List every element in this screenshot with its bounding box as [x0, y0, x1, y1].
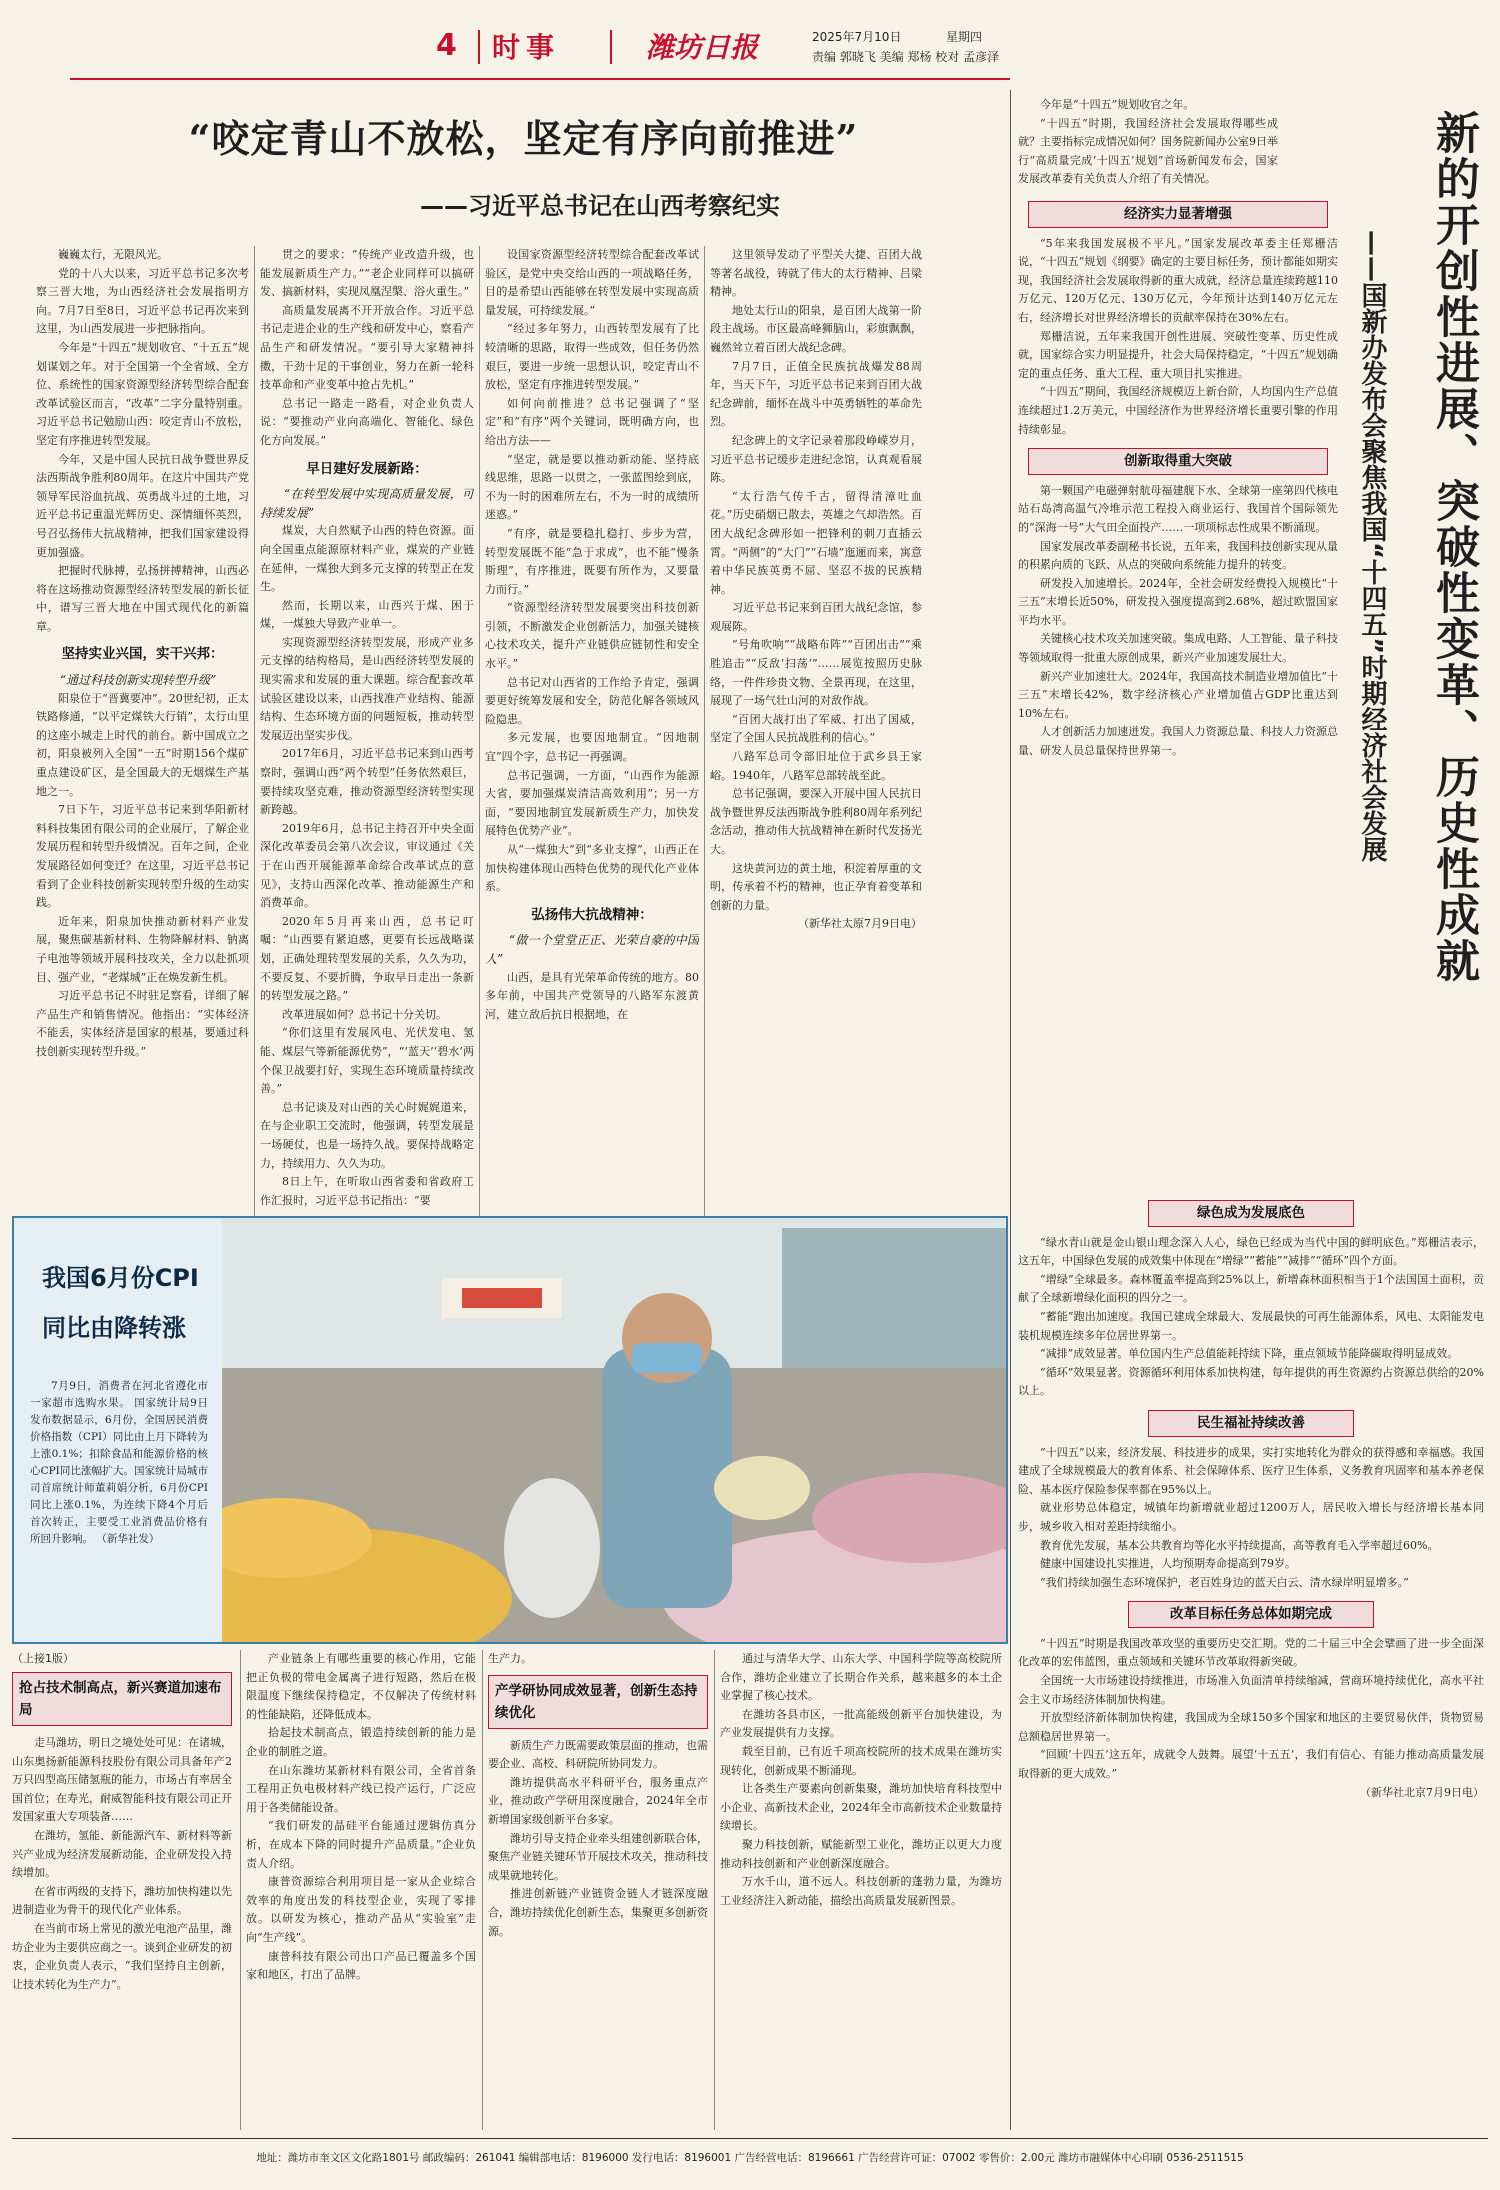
column-rule: [482, 1650, 483, 2130]
side-section-2: 创新取得重大突破: [1028, 448, 1328, 475]
paragraph: 教育优先发展，基本公共教育均等化水平持续提高，高等教育毛入学率超过60%。: [1040, 1538, 1439, 1552]
paragraph: “十四五”时期是我国改革攻坚的重要历史交汇期。党的二十届三中全会擘画了进一步全面深化改革的宏伟蓝图，重点领域和关键环节改革取得新突破。: [1018, 1636, 1484, 1669]
paragraph: “循环”效果显著。资源循环利用体系加快构建，每年提供的再生资源约占资源总供给的20%以上。: [1018, 1365, 1484, 1398]
lead-subsection-2: 早日建好发展新路：: [306, 460, 428, 477]
paragraph: 第一颗国产电磁弹射航母福建舰下水、全球第一座第四代核电站石岛湾高温气冷堆示范工程投入商业运行、我国首个国际领先的“深海一号”大气田全面投产……一项项标志性成果不断涌现。: [1018, 483, 1338, 534]
paragraph: “蓄能”跑出加速度。我国已建成全球最大、发展最快的可再生能源体系，风电、太阳能发电装机规模连续多年位居世界第一。: [1018, 1309, 1484, 1342]
lead-column-3: [485, 246, 699, 1250]
paragraph: 载至目前，已有近千项高校院所的技术成果在潍坊实现转化，创新成果不断涌现。: [720, 1744, 1002, 1777]
photo-illustration: [222, 1218, 1008, 1642]
continued-column-1: [12, 1668, 232, 2130]
paragraph: “号角吹响”“战略布阵”“百团出击”“乘胜追击”“反敌‘扫荡’”……展览按照历史脉络，一件件珍贵文物、全景再现，在这里，展现了一场气壮山河的对敌作战。: [710, 638, 922, 708]
column-rule: [254, 246, 255, 1246]
paragraph: “百团大战打出了军威、打出了国威，坚定了全国人民抗战胜利的信心。”: [710, 712, 922, 745]
paragraph: 产业链条上有哪些重要的核心作用，它能把正负极的带电金属离子进行短路，然后在极限温度下继续保持稳定，不仅解决了传统材料的性能缺陷，还降低成本。: [246, 1652, 476, 1721]
paragraph: 研发投入加速增长。2024年，全社会研发经费投入规模比“十三五”末增长近50%，研发投入强度提高到2.68%，超过欧盟国家平均水平。: [1018, 576, 1338, 627]
paragraph: 总书记一路走一路看，对企业负责人说：“要推动产业向高端化、智能化、绿色化方向发展。”: [260, 396, 474, 447]
paragraph: 开放型经济新体制加快构建，我国成为全球150多个国家和地区的主要贸易伙伴，货物贸易总额稳居世界第一。: [1018, 1711, 1484, 1743]
paragraph: 今年是“十四五”规划收官、“十五五”规划谋划之年。对于全国第一个全省域、全方位、系统性的国家资源型经济转型综合配套改革试验区而言，“改革”二字分量特别重。习近平总书记勉励山西：咬定青山不放松，坚定有序推进转型发展。: [36, 340, 249, 447]
lead-subsection-1-quote: “通过科技创新实现转型升级”: [60, 673, 217, 688]
paragraph: “资源型经济转型发展要突出科技创新引领，不断激发企业创新活力，加强关键核心技术攻关，提升产业链供应链韧性和安全水平。”: [485, 601, 699, 671]
paragraph: “十四五”期间，我国经济规模迈上新台阶，人均国内生产总值连续超过1.2万美元，中国经济作为世界经济增长重要引擎的作用持续彰显。: [1018, 385, 1338, 436]
side-dateline: （新华社北京7月9日电）: [1360, 1785, 1484, 1799]
paragraph: 郑栅洁说，五年来我国开创性进展、突破性变革、历史性成就，国家综合实力明显提升，社会大局保持稳定，“十四五”规划确定的重点任务、重大工程、重大项目扎实推进。: [1018, 329, 1338, 380]
lead-subsection-2-quote: “在转型发展中实现高质量发展，可持续发展”: [260, 487, 474, 520]
photo-story-headline-2: 同比由降转涨: [42, 1314, 186, 1342]
column-rule: [240, 1650, 241, 2130]
lead-dateline: （新华社太原7月9日电）: [798, 917, 922, 931]
paragraph: 新质生产力既需要政策层面的推动，也需要企业、高校、科研院所协同发力。: [488, 1738, 708, 1771]
paragraph: 实现资源型经济转型发展，形成产业多元支撑的结构格局，是山西经济转型发展的现实需求和发展的重大课题。综合配套改革试验区建设以来，山西找准产业结构、能源结构、生态环境方面的问题短板，推动转型发展迈出坚实步伐。: [260, 635, 474, 742]
continued-column-3-lead: 生产力。: [488, 1652, 532, 1665]
lead-column-1: [36, 246, 249, 1250]
paragraph: 如何向前推进？总书记强调了“坚定”和“有序”两个关键词，既明确方向，也给出方法——: [485, 396, 699, 447]
paragraph: 康普科技有限公司出口产品已覆盖多个国家和地区，打出了品牌。: [246, 1949, 476, 1982]
paragraph: 拾起技术制高点，锻造持续创新的能力是企业的制胜之道。: [246, 1726, 476, 1758]
paragraph: 潍坊提供高水平科研平台，服务重点产业，推动政产学研用深度融合，2024年全市新增国家级创新平台多家。: [488, 1775, 708, 1826]
continued-heading-2: 产学研协同成效显著，创新生态持续优化: [488, 1675, 708, 1729]
photo-credit: （新华社发）: [96, 1533, 160, 1545]
continued-tag: （上接1版）: [12, 1652, 74, 1665]
paragraph: 阳泉位于“晋冀要冲”。20世纪初，正太铁路修通，“以平定煤铁大行销”，太行山里的这座小城走上时代的前台。新中国成立之初，阳泉被列入全国“一五”时期156个煤矿重点建设矿区，是全国最大的无烟煤生产基地之一。: [36, 691, 249, 798]
paragraph: 2017年6月，习近平总书记来到山西考察时，强调山西“两个转型”任务依然艰巨，要持续攻坚克难，推动资源型经济转型实现新跨越。: [260, 747, 474, 817]
paragraph: “绿水青山就是金山银山理念深入人心，绿色已经成为当代中国的鲜明底色。”郑栅洁表示，这五年，中国绿色发展的成效集中体现在“增绿”“蓄能”“减排”“循环”四个方面。: [1018, 1235, 1484, 1268]
continued-column-3: [488, 1650, 708, 2130]
lead-subsection-1: 坚持实业兴国，实干兴邦：: [61, 646, 224, 663]
paragraph: “减排”成效显著。单位国内生产总值能耗持续下降，重点领域节能降碳取得明显成效。: [1040, 1347, 1459, 1361]
paragraph: 习近平总书记来到百团大战纪念馆，参观展陈。: [710, 601, 922, 633]
paragraph: 通过与清华大学、山东大学、中国科学院等高校院所合作，潍坊企业建立了长期合作关系，越来越多的本土企业掌握了核心技术。: [720, 1652, 1002, 1703]
paragraph: “回顾‘十四五’这五年，成就令人鼓舞。展望‘十五五’，我们有信心、有能力推动高质量发展取得新的更大成效。”: [1018, 1748, 1484, 1781]
paragraph: 把握时代脉搏，弘扬拼搏精神，山西必将在这场推动资源型经济转型发展的新长征中，谱写三晋大地在中国式现代化的新篇章。: [36, 564, 249, 633]
paragraph: “十四五”以来，经济发展、科技进步的成果，实打实地转化为群众的获得感和幸福感。我国建成了全球规模最大的教育体系、社会保障体系、医疗卫生体系，义务教育巩固率和基本养老保险、基本医疗保险参保率都在95%以上。: [1018, 1445, 1484, 1496]
paper-logo: 潍坊日报: [646, 31, 759, 64]
side-section-4: 民生福祉持续改善: [1148, 1410, 1354, 1437]
paragraph: 2019年6月，总书记主持召开中央全面深化改革委员会第八次会议，审议通过《关于在山西开展能源革命综合改革试点的意见》，支持山西深化改革、推动能源生产和消费革命。: [260, 821, 474, 910]
footer-info: 地址：潍坊市奎文区文化路1801号 邮政编码：261041 编辑部电话：8196000 发行电话：8196001 广告经营电话：8196661 广告经营许可证：07002 零售价：2.00元 潍坊市融媒体中心印刷 0536-2511515: [256, 2152, 1244, 2164]
continued-column-2: [246, 1650, 476, 2130]
side-subhead: ——国新办发布会聚焦我国“十四五”时期经济社会发展: [1357, 230, 1387, 863]
paragraph: 在省市两级的支持下，潍坊加快构建以先进制造业为骨干的现代化产业体系。: [12, 1884, 232, 1917]
paragraph: 万水千山，道不远人。科技创新的蓬勃力量，为潍坊工业经济注入新动能，描绘出高质量发展新图景。: [720, 1875, 1002, 1907]
paragraph: 习近平总书记不时驻足察看，详细了解产品生产和销售情况。他指出：“实体经济不能丢，实体经济是国家的根基，要通过科技创新实现转型升级。”: [36, 989, 249, 1058]
issue-date: 2025年7月10日: [812, 30, 902, 44]
column-rule: [704, 246, 705, 1246]
photo-caption: [30, 1378, 208, 1548]
paragraph: 总书记强调，一方面，“山西作为能源大省，要加强煤炭清洁高效利用”；另一方面，“要因地制宜发展新质生产力，加快发展特色优势产业”。: [485, 768, 699, 838]
footer-rule: [12, 2138, 1488, 2139]
paragraph: “太行浩气传千古，留得清漳吐血花。”历史硝烟已散去，英雄之气却浩然。百团大战纪念碑形如一把锋利的刺刀直插云霄。“两侧”的“大门”“石墙”迤逦而来，寓意着中华民族英勇不屈、坚忍不拔的民族精神。: [710, 489, 922, 596]
section-name: 时事: [492, 31, 561, 64]
paragraph: 全国统一大市场建设持续推进，市场准入负面清单持续缩减，营商环境持续优化，高水平社会主义市场经济体制加快构建。: [1018, 1674, 1484, 1706]
paragraph: “5年来我国发展极不平凡。”国家发展改革委主任郑栅洁说，“十四五”规划《纲要》确定的主要目标任务，预计都能如期实现，我国经济社会发展取得新的重大成就，经济总量连续跨越110万亿元、120万亿元、130万亿元，今年预计达到140万亿元左右，经济增长对世界经济增长的贡献率保持在30%左右。: [1018, 236, 1338, 324]
paragraph: 2020年5月再来山西，总书记叮嘱：“山西要有紧迫感，更要有长远战略谋划，正确处理转型发展的关系，久久为功，不要反复、不要折腾，争取早日走出一条新的转型发展之路。”: [260, 914, 474, 1003]
side-section-1: 经济实力显著增强: [1028, 201, 1328, 228]
paragraph: “你们这里有发展风电、光伏发电、氢能、煤层气等新能源优势”，“‘蓝天’‘碧水’两个保卫战要打好，实现生态环境质量持续改善。”: [260, 1026, 474, 1096]
masthead: [0, 0, 1500, 78]
photo-caption-line: 7月9日，消费者在河北省遵化市一家超市选购水果。: [30, 1380, 208, 1409]
paragraph: 8日上午，在听取山西省委和省政府工作汇报时，习近平总书记指出：“要: [260, 1175, 474, 1207]
photo-story-headline-1: 我国6月份CPI: [42, 1264, 199, 1292]
paragraph: 国家发展改革委副秘书长说，五年来，我国科技创新实现从量的积累向质的飞跃、从点的突破向系统能力提升的转变。: [1018, 539, 1338, 572]
continued-heading-1: 抢占技术制高点，新兴赛道加速布局: [12, 1672, 232, 1726]
side-column-lower: [1018, 1198, 1484, 2130]
lead-subsection-3-quote: “做一个堂堂正正、光荣自豪的中国人”: [485, 933, 699, 966]
paragraph: 巍巍太行，无限风光。: [58, 248, 168, 261]
paragraph: 贯之的要求：“传统产业改造升级，也能发展新质生产力。”“老企业同样可以搞研发、搞新材料，实现凤凰涅槃、浴火重生。”: [260, 248, 474, 299]
paragraph: 7日下午，习近平总书记来到华阳新材料科技集团有限公司的企业展厅，了解企业发展历程和转型升级情况。百年之间，企业发展路径如何变迁？在这里，习近平总书记看到了企业科技创新实现转型升级的生动实践。: [36, 803, 249, 910]
photo-story: [12, 1216, 1008, 1644]
lead-column-2: [260, 246, 474, 1250]
paragraph: 人才创新活力加速迸发。我国人力资源总量、科技人力资源总量、研发人员总量保持世界第一。: [1018, 725, 1338, 758]
paragraph: 新兴产业加速壮大。2024年，我国高技术制造业增加值比“十三五”末增长42%，数字经济核心产业增加值占GDP比重达到10%左右。: [1018, 669, 1338, 720]
paragraph: 纪念碑上的文字记录着那段峥嵘岁月，习近平总书记缓步走进纪念馆，认真观看展陈。: [710, 433, 922, 485]
paragraph: 总书记强调，要深入开展中国人民抗日战争暨世界反法西斯战争胜利80周年系列纪念活动，推动伟大抗战精神在新时代发扬光大。: [710, 787, 922, 856]
paragraph: 从“一煤独大”到“多业支撑”，山西正在加快构建体现山西特色优势的现代化产业体系。: [485, 843, 699, 894]
lead-subhead: ——习近平总书记在山西考察纪实: [420, 192, 780, 220]
lead-headline: “咬定青山不放松，坚定有序向前推进”: [188, 116, 859, 161]
paragraph: “经过多年努力，山西转型发展有了比较清晰的思路，取得一些成效，但任务仍然艰巨，要进一步统一思想认识，咬定青山不放松，坚定有序推进转型发展。”: [485, 322, 699, 392]
paragraph: 让各类生产要素向创新集聚，潍坊加快培育科技型中小企业、高新技术企业，2024年全市高新技术企业数量持续增长。: [720, 1782, 1002, 1833]
masthead-rule: [70, 78, 1010, 80]
paragraph: 健康中国建设扎实推进，人均预期寿命提高到79岁。: [1040, 1557, 1296, 1571]
side-section-5: 改革目标任务总体如期完成: [1128, 1601, 1374, 1628]
paragraph: “十四五”时期，我国经济社会发展取得哪些成就？主要指标完成情况如何？国务院新闻办公室9日举行“高质量完成‘十四五’规划”首场新闻发布会，国家发展改革委有关负责人介绍了有关情况。: [1018, 116, 1278, 186]
issue-weekday: 星期四: [946, 30, 983, 44]
paragraph: 今年，又是中国人民抗日战争暨世界反法西斯战争胜利80周年。在这片中国共产党领导军民浴血抗战、英勇战斗过的土地，习近平总书记重温光辉历史、深情缅怀英烈，号召弘扬伟大抗战精神，把我们国家建设得更加强盛。: [36, 452, 249, 559]
paragraph: 地处太行山的阳泉，是百团大战第一阶段主战场。市区最高峰狮脑山，彩旗飘飘，巍然耸立着百团大战纪念碑。: [710, 303, 922, 354]
paragraph: 康普资源综合利用项目是一家从企业综合效率的角度出发的科技型企业，实现了零排放。以研发为核心，推动产品从“实验室”走向“生产线”。: [246, 1875, 476, 1944]
paragraph: 在潍坊，氢能、新能源汽车、新材料等新兴产业成为经济发展新动能，企业研发投入持续增加。: [12, 1828, 232, 1880]
paragraph: 这里领导发动了平型关大捷、百团大战等著名战役，铸就了伟大的太行精神、吕梁精神。: [710, 248, 922, 299]
paragraph: 煤炭，大自然赋予山西的特色资源。面向全国重点能源原材料产业，煤炭的产业链在延伸，一煤独大到多元支撑的转型正在发生。: [260, 524, 474, 594]
paragraph: 八路军总司令部旧址位于武乡县王家峪。1940年，八路军总部转战至此。: [710, 750, 922, 782]
side-top-text: [1018, 96, 1278, 192]
paragraph: “坚定，就是要以推动新动能、坚持底线思维，思路一以贯之，一张蓝图绘到底，不为一时的困难所左右，不为一时的成绩所迷惑。”: [485, 452, 699, 522]
paragraph: 7月7日，正值全民族抗战爆发88周年，当天下午，习近平总书记来到百团大战纪念碑前，缅怀在战斗中英勇牺牲的革命先烈。: [710, 359, 922, 429]
paragraph: 关键核心技术攻关加速突破。集成电路、人工智能、量子科技等领域取得一批重大原创成果，新兴产业加速发展壮大。: [1018, 632, 1338, 665]
paragraph: 近年来，阳泉加快推动新材料产业发展，聚焦碳基新材料、生物降解材料、钠离子电池等领域开展科技攻关，全力以赴抓项目、强产业，“老煤城”正在焕发新生机。: [36, 914, 249, 984]
paragraph: “我们研发的晶硅平台能通过逻辑仿真分析，在成本下降的同时提升产品质量。”企业负责人介绍。: [246, 1819, 476, 1870]
column-rule: [479, 246, 480, 1246]
paragraph: 然而，长期以来，山西兴于煤、困于煤，一煤独大导致产业单一。: [260, 598, 474, 631]
paragraph: 就业形势总体稳定，城镇年均新增就业超过1200万人，居民收入增长与经济增长基本同步，城乡收入相对差距持续缩小。: [1018, 1501, 1484, 1533]
masthead-divider: [478, 30, 480, 64]
paragraph: 总书记谈及对山西的关心时娓娓道来，在与企业职工交流时，他强调，转型发展是一场硬仗，也是一场持久战。要保持战略定力，持续用力、久久为功。: [260, 1100, 474, 1170]
masthead-divider-2: [610, 30, 612, 64]
paragraph: 这块黄河边的黄土地，积淀着厚重的文明，传承着不朽的精神，也正孕育着变革和创新的力量。: [710, 861, 922, 912]
paragraph: 山西，是具有光荣革命传统的地方。80多年前，中国共产党领导的八路军东渡黄河，建立敌后抗日根据地，在: [485, 970, 699, 1021]
photo-story-body: 国家统计局9日发布数据显示，6月份，全国居民消费价格指数（CPI）同比由上月下降转为上涨0.1%；扣除食品和能源价格的核心CPI同比涨幅扩大。国家统计局城市司首席统计师董莉娟分析，6月份CPI同比上涨0.1%，为连续下降4个月后首次转正，主要受工业消费品价格有所回升影响。: [30, 1397, 208, 1545]
paragraph: “我们持续加强生态环境保护，老百姓身边的蓝天白云、清水绿岸明显增多。”: [1040, 1575, 1409, 1589]
lead-subsection-3: 弘扬伟大抗战精神：: [531, 906, 653, 923]
paragraph: 今年是“十四五”规划收官之年。: [1040, 98, 1195, 111]
cpi-supermarket-photo: [222, 1218, 1008, 1642]
paragraph: 推进创新链产业链资金链人才链深度融合，潍坊持续优化创新生态，集聚更多创新资源。: [488, 1887, 708, 1938]
page-number: 4: [436, 28, 457, 63]
paragraph: “增绿”全球最多。森林覆盖率提高到25%以上，新增森林面积相当于1个法国国土面积，贡献了全球新增绿化面积的四分之一。: [1018, 1272, 1484, 1305]
paragraph: “有序，就是要稳扎稳打、步步为营，转型发展既不能“急于求成”，也不能“慢条斯理”，有序推进，既要有所作为，又要量力而行。”: [485, 526, 699, 596]
paragraph: 高质量发展离不开开放合作。习近平总书记走进企业的生产线和研发中心，察看产品生产和研发情况。“要引导大家精神抖擞，干劲十足的干事创业，努力在新一轮科技革命和产业变革中抢占先机。”: [260, 303, 474, 392]
side-section-3: 绿色成为发展底色: [1148, 1200, 1354, 1227]
paragraph: 党的十八大以来，习近平总书记多次考察三晋大地，为山西经济社会发展指明方向。7月7日至8日，习近平总书记再次来到这里，为山西发展进一步把脉指向。: [36, 266, 249, 336]
paragraph: 潍坊引导支持企业牵头组建创新联合体，聚焦产业链关键环节开展技术攻关，推动科技成果就地转化。: [488, 1831, 708, 1882]
paragraph: 在山东潍坊某新材料有限公司，全省首条工程用正负电极材料产线已投产运行，广泛应用于各类储能设备。: [246, 1763, 476, 1814]
paragraph: 在潍坊各县市区，一批高能级创新平台加快建设，为产业发展提供有力支撑。: [720, 1707, 1002, 1740]
column-rule: [1010, 90, 1011, 2130]
editor-credits: 责编 郭晓飞 美编 郑杨 校对 孟彦泽: [812, 50, 1000, 64]
side-headline: 新的开创性进展、突破性变革、历史性成就: [1428, 110, 1479, 984]
paragraph: 走马潍坊，明日之境处处可见：在诸城，山东奥扬新能源科技股份有限公司具备年产2万只四型高压储氢瓶的能力，市场占有率居全国首位；在寿光，耐威智能科技有限公司正开发国家重大专项装备……: [12, 1736, 232, 1824]
continued-column-4: [720, 1650, 1002, 2130]
paragraph: 总书记对山西省的工作给予肯定，强调要更好统筹发展和安全，防范化解各领域风险隐患。: [485, 675, 699, 726]
paragraph: 在当前市场上常见的激光电池产品里，潍坊企业为主要供应商之一。谈到企业研发的初衷，企业负责人表示，“我们坚持自主创新，让技术转化为生产力”。: [12, 1921, 232, 1991]
lead-column-4: [710, 246, 922, 1250]
paragraph: 聚力科技创新，赋能新型工业化，潍坊正以更大力度推动科技创新和产业创新深度融合。: [720, 1837, 1002, 1870]
paragraph: 多元发展，也要因地制宜。“因地制宜”四个字，总书记一再强调。: [485, 731, 699, 764]
column-rule: [714, 1650, 715, 2130]
side-column-main: [1018, 192, 1338, 1192]
paragraph: 设国家资源型经济转型综合配套改革试验区，是党中央交给山西的一项战略任务，目的是希望山西能够在转型发展中实现高质量发展，可持续发展。”: [485, 248, 699, 317]
paragraph: 改革进展如何？总书记十分关切。: [282, 1007, 447, 1021]
